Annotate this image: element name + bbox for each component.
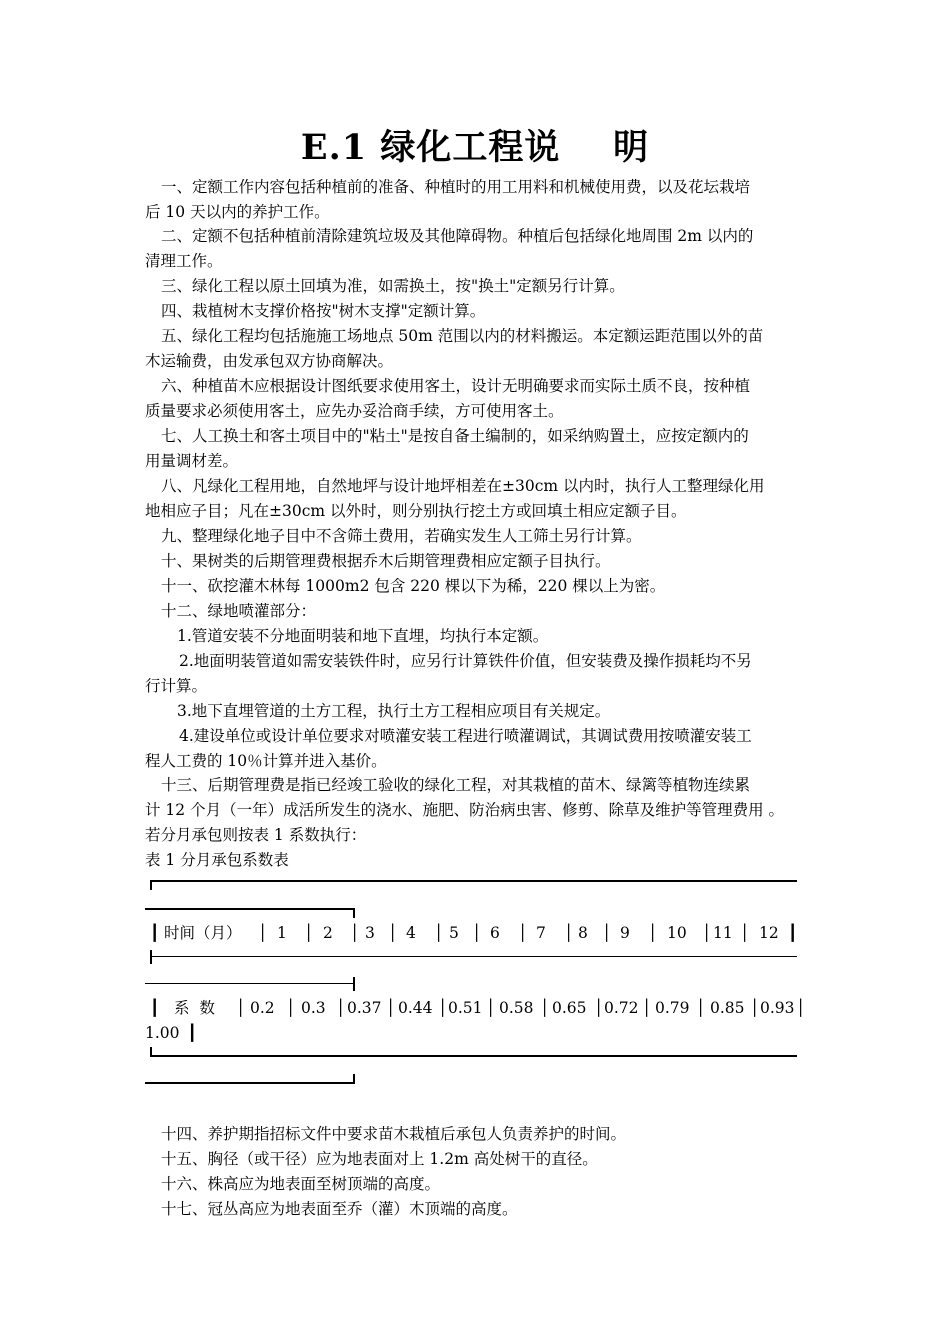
table-middle-border-wrap [145, 983, 355, 984]
paragraph-text: 一、定额工作内容包括种植前的准备、种植时的用工用料和机械使用费，以及花坛栽培 [161, 178, 751, 196]
table-bottom-border [150, 1055, 797, 1057]
sub-item-text: 程人工费的 10％计算并进入基价。 [145, 752, 387, 770]
paragraph-8 [145, 474, 813, 524]
paragraph-12 [145, 599, 813, 624]
sub-item-2 [145, 649, 813, 699]
table-cell: 0.85 [710, 999, 745, 1017]
paragraph-text: 十三、后期管理费是指已经竣工验收的绿化工程，对其栽植的苗木、绿篱等植物连续累 [161, 776, 751, 794]
table-cell: 8 [578, 924, 588, 942]
sub-item-text: 3.地下直埋管道的土方工程，执行土方工程相应项目有关规定。 [177, 702, 611, 720]
paragraph-text: 地相应子目；凡在±30cm 以外时，则分别执行挖土方或回填土相应定额子目。 [145, 502, 687, 520]
table-cell: 12 [759, 924, 779, 942]
table-corner [353, 1074, 355, 1084]
paragraph-text: 后 10 天以内的养护工作。 [145, 203, 330, 221]
table-cell: 4 [406, 924, 416, 942]
paragraph-4 [145, 299, 813, 324]
sub-item-text: 2.地面明装管道如需安装铁件时，应另行计算铁件价值，但安装费及操作损耗均不另 [179, 652, 752, 670]
table-row-coefficient-wrap: 1.00 ┃ [145, 1024, 197, 1042]
paragraph-text: 十、果树类的后期管理费根据乔木后期管理费相应定额子目执行。 [161, 552, 611, 570]
paragraph-16: 十六、株高应为地表面至树顶端的高度。 [161, 1175, 441, 1193]
sub-item-1 [145, 624, 813, 649]
table-corner [150, 1047, 152, 1057]
table-cell: 2 [323, 924, 333, 942]
table-cell: 0.37 [347, 999, 382, 1017]
table-cell: 0.44 [398, 999, 433, 1017]
paragraph-text: 清理工作。 [145, 252, 223, 270]
paragraph-text: 五、绿化工程均包括施施工场地点 50m 范围以内的材料搬运。本定额运距范围以外的苗 [161, 327, 764, 345]
table-cell: 0.65 [552, 999, 587, 1017]
table-header-cell: 系 数 [174, 999, 215, 1017]
paragraph-text: 九、整理绿化地子目中不含筛土费用，若确实发生人工筛土另行计算。 [161, 527, 642, 545]
paragraph-17: 十七、冠丛高应为地表面至乔（灌）木顶端的高度。 [161, 1200, 518, 1218]
table-cell: 0.3 [301, 999, 326, 1017]
paragraph-14: 十四、养护期指招标文件中要求苗木栽植后承包人负责养护的时间。 [161, 1125, 627, 1143]
paragraph-text: 六、种植苗木应根据设计图纸要求使用客土，设计无明确要求而实际土质不良，按种植 [161, 377, 751, 395]
table-cell: 1 [277, 924, 287, 942]
sub-item-text: 1.管道安装不分地面明装和地下直埋，均执行本定额。 [177, 627, 549, 645]
table-cell: 0.58 [499, 999, 534, 1017]
paragraph-text: 四、栽植树木支撑价格按"树木支撑"定额计算。 [161, 302, 486, 320]
table-cell: 9 [620, 924, 630, 942]
sub-item-3 [145, 699, 813, 724]
table-cell: 0.72 [604, 999, 639, 1017]
paragraph-text: 若分月承包则按表 1 系数执行： [145, 826, 367, 844]
paragraph-1 [145, 175, 813, 225]
paragraph-text: 十二、绿地喷灌部分： [161, 602, 317, 620]
paragraph-10 [145, 549, 813, 574]
table-caption: 表 1 分月承包系数表 [145, 851, 289, 869]
table-cell: 11 [713, 924, 733, 942]
paragraph-text: 二、定额不包括种植前清除建筑垃圾及其他障碍物。种植后包括绿化地周围 2m 以内的 [161, 227, 754, 245]
table-cell: 3 [365, 924, 375, 942]
paragraph-11 [145, 574, 813, 599]
table-middle-border [150, 956, 797, 957]
table-cell: 7 [536, 924, 546, 942]
table-cell: 5 [449, 924, 459, 942]
paragraph-13 [145, 773, 813, 848]
paragraph-text: 十一、砍挖灌木林每 1000m2 包含 220 棵以下为稀，220 棵以上为密。 [161, 577, 666, 595]
table-corner [353, 908, 355, 918]
table-cell: 10 [667, 924, 687, 942]
table-cell: 0.51 [448, 999, 483, 1017]
table-bottom-border-wrap [145, 1082, 355, 1084]
document-title: E.1 绿化工程说 明 [300, 127, 650, 168]
sub-item-4 [145, 724, 813, 774]
paragraph-7 [145, 424, 813, 474]
paragraph-text: 质量要求必须使用客土，应先办妥洽商手续，方可使用客土。 [145, 402, 564, 420]
table-cell: 0.79 [655, 999, 690, 1017]
table-header-cell: 时间（月） [164, 924, 242, 942]
paragraph-text: 计 12 个月（一年）成活所发生的浇水、施肥、防治病虫害、修剪、除草及维护等管理费用 。 [145, 801, 785, 819]
table-top-border [150, 880, 797, 882]
paragraph-5 [145, 324, 813, 374]
table-cell: 0.2 [250, 999, 275, 1017]
table-junction [150, 950, 152, 964]
paragraph-15: 十五、胸径（或干径）应为地表面对上 1.2m 高处树干的直径。 [161, 1150, 598, 1168]
table-corner [150, 880, 152, 890]
paragraph-6 [145, 374, 813, 424]
paragraph-3 [145, 274, 813, 299]
paragraph-text: 用量调材差。 [145, 452, 239, 470]
table-top-border-wrap [145, 908, 355, 910]
paragraph-text: 三、绿化工程以原土回填为准，如需换土，按"换土"定额另行计算。 [161, 277, 625, 295]
table-cell: 0.93 [760, 999, 795, 1017]
table-cell: 1.00 [145, 1024, 180, 1042]
sub-item-text: 行计算。 [145, 677, 208, 695]
paragraph-text: 八、凡绿化工程用地，自然地坪与设计地坪相差在±30cm 以内时，执行人工整理绿化用 [161, 477, 765, 495]
paragraph-9 [145, 524, 813, 549]
table-cell: 6 [490, 924, 500, 942]
sub-item-text: 4.建设单位或设计单位要求对喷灌安装工程进行喷灌调试，其调试费用按喷灌安装工 [179, 727, 752, 745]
paragraph-2 [145, 224, 813, 274]
paragraph-text: 七、人工换土和客土项目中的"粘土"是按自备土编制的，如采纳购置土，应按定额内的 [161, 427, 749, 445]
paragraph-text: 木运输费，由发承包双方协商解决。 [145, 352, 394, 370]
table-junction [353, 977, 355, 991]
document-page: E.1 绿化工程说 明 一、定额工作内容包括种植前的准备、种植时的用工用料和机械使用费，以及花坛栽培 后 10 天以内的养护工作。 二、定额不包括种植前清除建筑垃圾及其他障碍物。种植后包括绿化地周围 2m 以内的 清理工作。 三、绿化工程以原土回填为准，如需换土，按"换土"定额另行计算。 四、栽植树木支撑价格按"树木支撑"定额计算。 五、绿化工程均包括施施工场地点 50m 范围以内的材料搬运。本定额运距范围以外的苗 木运输费，由发承包双方协商解决。 六、种植苗木应根据设计图纸要求使用客土，设计无明确要求而实际土质不良，按种植 质量要求必须使用客土，应先办妥洽商手续，方可使用客土。 七、人工换土和客土项目中的"粘土"是按自备土编制的，如采纳购置土，应按定额内的 用量调材差。 八、凡绿化工程用地，自然地坪与设计地坪相差在±30cm 以内时，执行人工整理绿化用 地相应子目；凡在±30cm 以外时，则分别执行挖土方或回填土相应定额子目。 九、整理绿化地子目中不含筛土费用，若确实发生人工筛土另行计算。 十、果树类的后期管理费根据乔木后期管理费相应定额子目执行。 十一、砍挖灌木林每 1000m2 包含 220 棵以下为稀，220 棵以上为密。 十二、绿地喷灌部分： 1.管道安装不分地面明装和地下直埋，均执行本定额。 2.地面明装管道如需安装铁件时，应另行计算铁件价值，但安装费及操作损耗均不另 行计算。 3.地下直埋管道的土方工程，执行土方工程相应项目有关规定。 4.建设单位或设计单位要求对喷灌安装工程进行喷灌调试，其调试费用按喷灌安装工 程人工费的 10％计算并进入基价。 十三、后期管理费是指已经竣工验收的绿化工程，对其栽植的苗木、绿篱等植物连续累 计 12 个月（一年）成活所发生的浇水、施肥、防治病虫害、修剪、除草及维护等管理费用 。 若分月承包则按表 1 系数执行： 表 1 分月承包系数表 ┃ 时间（月） │ 1 │ 2 │ 3 │ 4 │ 5 │ 6 │ 7 │ 8 │ 9 │ 10 │ 11 │ 12 ┃ ┃ 系 数 │ 0.2 │ 0.3 │ 0.37 │ 0.44 │ 0.51 │ 0.58 │ 0.65 │ 0.72 │ 0.79 │ 0.85 │ 0.93 │ 1.00 ┃ 十四、养护期指招标文件中要求苗木栽植后承包人负责养护的时间。 十五、胸径（或干径）应为地表面对上 1.2m 高处树干的直径。 十六、株高应为地表面至树顶端的高度。 十七、冠丛高应为地表面至乔（灌）木顶端的高度。 [0, 0, 950, 1344]
